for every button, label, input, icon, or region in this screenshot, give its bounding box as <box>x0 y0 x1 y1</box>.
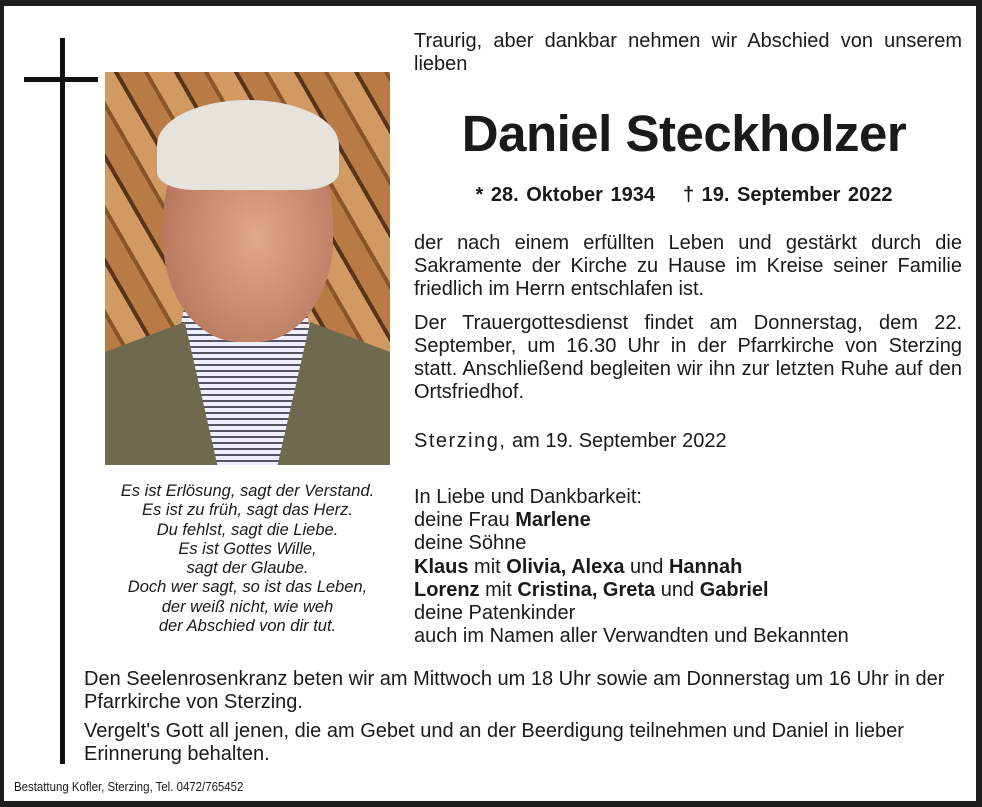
funeral-service-text: Der Trauergottesdienst findet am Donnerstag, dem 22. September, um 16.30 Uhr in der Pfarrkirche von Sterzing statt. Anschließend begleiten wir ihn zur letzten Ruhe auf den Ortsfriedhof. <box>414 312 962 403</box>
poem-line: der Abschied von dir tut. <box>158 617 337 636</box>
son-family <box>414 579 962 602</box>
poem-line: sagt der Glaube. <box>186 559 309 578</box>
sons-label: deine Söhne <box>414 532 527 555</box>
funeral-home-footer: Bestattung Kofler, Sterzing, Tel. 0472/765452 <box>14 779 244 794</box>
death-date: † 19. September 2022 <box>682 184 893 206</box>
poem-line: Es ist zu früh, sagt das Herz. <box>142 501 353 520</box>
poem-line: Es ist Gottes Wille, <box>178 539 317 558</box>
birth-date: * 28. Oktober 1934 <box>475 184 655 206</box>
date: am 19. September 2022 <box>512 430 727 452</box>
connector: und <box>630 555 664 578</box>
poem <box>105 482 390 636</box>
son-name: Lorenz <box>414 578 480 601</box>
grandchildren: Olivia, Alexa <box>506 555 625 578</box>
cross-icon <box>60 38 65 764</box>
life-dates <box>414 184 954 207</box>
intro-text: Traurig, aber dankbar nehmen wir Abschied von unserem lieben <box>414 30 962 75</box>
godchildren: deine Patenkinder <box>414 602 576 625</box>
connector: mit <box>485 578 512 601</box>
deceased-name: Daniel Steckholzer <box>461 105 907 162</box>
thanks-text: Vergelt's Gott all jenen, die am Gebet und an der Beerdigung teilnehmen und Daniel in lieber Erinnerung behalten. <box>84 720 904 765</box>
grandchildren: Cristina, Greta <box>517 578 656 601</box>
wife-label: deine Frau <box>414 509 510 532</box>
family-list <box>414 486 962 648</box>
relatives: auch im Namen aller Verwandten und Bekannten <box>414 625 849 648</box>
rosary-text: Den Seelenrosenkranz beten wir am Mittwoch um 18 Uhr sowie am Donnerstag um 16 Uhr in der Pfarrkirche von Sterzing. <box>84 668 945 713</box>
obituary-notice <box>4 6 976 801</box>
cross-icon-bar <box>24 77 98 82</box>
portrait-photo <box>105 72 390 465</box>
passing-text: der nach einem erfüllten Leben und gestärkt durch die Sakramente der Kirche zu Hause im Kreise seiner Familie friedlich im Herrn entschlafen ist. <box>414 232 962 300</box>
son-name: Klaus <box>414 555 469 578</box>
connector: und <box>660 578 695 601</box>
son-family <box>414 556 962 579</box>
poem-line: Du fehlst, sagt die Liebe. <box>156 520 339 539</box>
town: Sterzing, <box>414 430 507 452</box>
poem-line: der weiß nicht, wie weh <box>161 597 334 616</box>
place-date <box>414 430 962 453</box>
wife-name: Marlene <box>515 509 591 532</box>
connector: mit <box>474 555 501 578</box>
poem-line: Es ist Erlösung, sagt der Verstand. <box>120 482 375 500</box>
family-heading: In Liebe und Dankbarkeit: <box>414 486 642 508</box>
grandchild: Hannah <box>668 555 743 578</box>
poem-line: Doch wer sagt, so ist das Leben, <box>127 578 368 597</box>
grandchild: Gabriel <box>699 578 769 601</box>
